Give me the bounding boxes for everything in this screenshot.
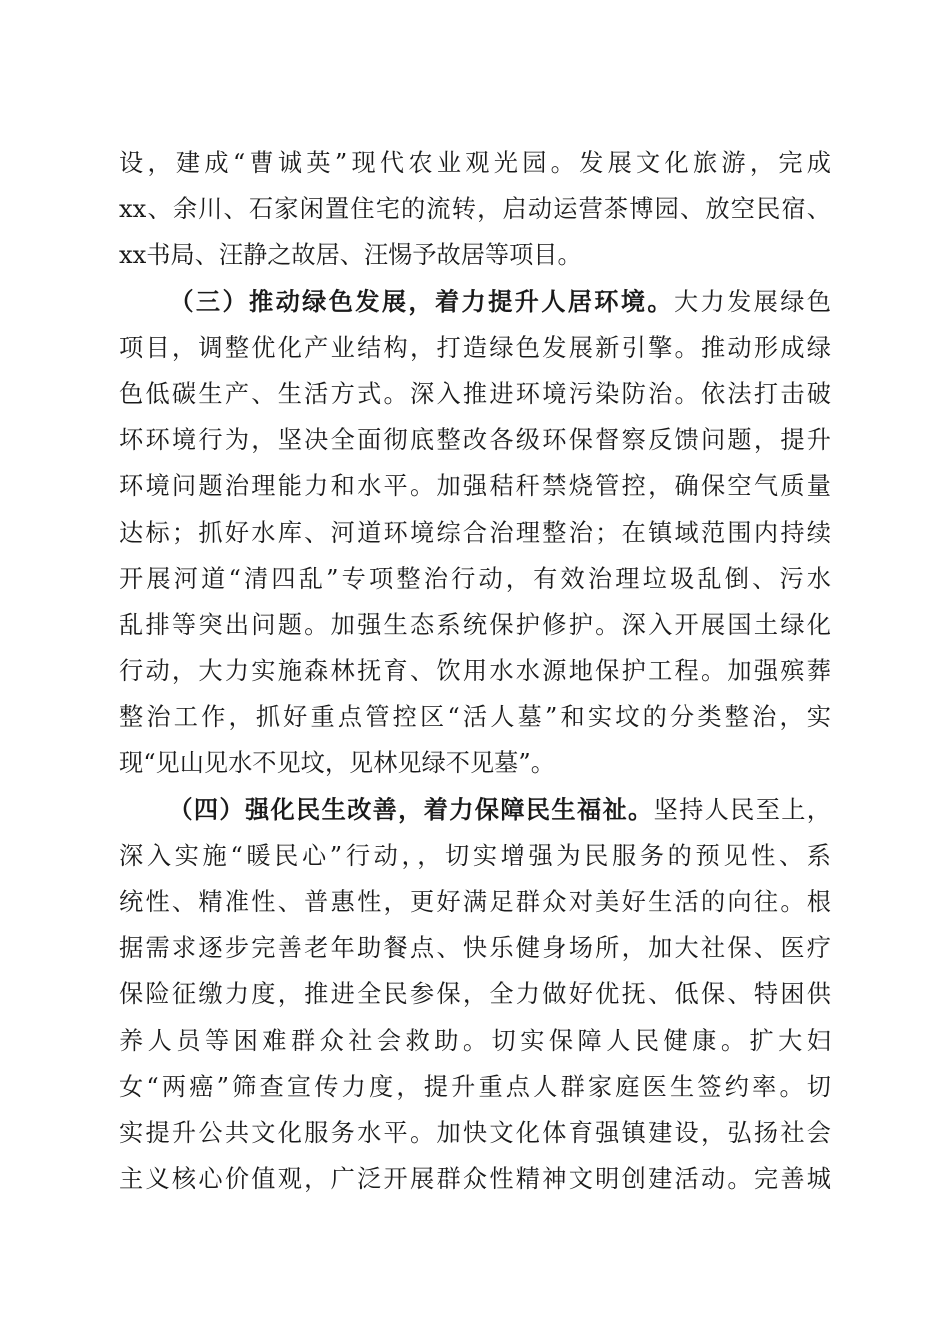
section4-heading: （四）强化民生改善，着力保障民生福祉。 bbox=[167, 794, 654, 824]
section3-line-10: 现“见山见水不见坟，见林见绿不见墓”。 bbox=[119, 749, 555, 778]
section3-line-8: 行动，大力实施森林抚育、饮用水水源地保护工程。加强殡葬 bbox=[119, 657, 831, 686]
document-body bbox=[119, 140, 831, 1202]
section3-line-7: 乱排等突出问题。加强生态系统保护修护。深入开展国土绿化 bbox=[119, 610, 831, 639]
intro-line-2: xx、余川、石家闲置住宅的流转，启动运营茶博园、放空民宿、 bbox=[119, 195, 831, 224]
section4-line-5: 养人员等困难群众社会救助。切实保障人民健康。扩大妇 bbox=[119, 1026, 831, 1055]
section3-line-2: 色低碳生产、生活方式。深入推进环境污染防治。依法打击破 bbox=[119, 379, 831, 408]
section3-first-line bbox=[119, 279, 831, 325]
section4-line-2: 统性、精准性、普惠性，更好满足群众对美好生活的向往。根 bbox=[119, 888, 831, 916]
intro-line-3: xx书局、汪静之故居、汪惕予故居等项目。 bbox=[119, 241, 582, 270]
section3-first-line-rest: 大力发展绿色 bbox=[674, 287, 831, 316]
section4-first-line-rest: 坚持人民至上， bbox=[653, 795, 831, 824]
section3-line-5: 达标；抓好水库、河道环境综合治理整治；在镇域范围内持续 bbox=[119, 518, 831, 547]
section3-line-9: 整治工作，抓好重点管控区“活人墓”和实坟的分类整治，实 bbox=[119, 703, 831, 732]
section4-line-3: 据需求逐步完善老年助餐点、快乐健身场所，加大社保、医疗 bbox=[119, 934, 831, 963]
intro-line-1: 设，建成“曹诚英”现代农业观光园。发展文化旅游，完成 bbox=[119, 149, 831, 177]
section3-line-4: 环境问题治理能力和水平。加强秸秆禁烧管控，确保空气质量 bbox=[119, 472, 831, 501]
section3-line-3: 坏环境行为，坚决全面彻底整改各级环保督察反馈问题，提升 bbox=[119, 426, 831, 455]
section3-line-1: 项目，调整优化产业结构，打造绿色发展新引擎。推动形成绿 bbox=[119, 333, 831, 362]
section4-line-6: 女“两癌”筛查宣传力度，提升重点人群家庭医生签约率。切 bbox=[119, 1072, 831, 1101]
section3-line-6: 开展河道“清四乱”专项整治行动，有效治理垃圾乱倒、污水 bbox=[119, 564, 831, 593]
section3-heading: （三）推动绿色发展，着力提升人居环境。 bbox=[167, 286, 674, 316]
section4-first-line bbox=[119, 787, 831, 833]
section4-line-4: 保险征缴力度，推进全民参保，全力做好优抚、低保、特困供 bbox=[119, 980, 831, 1009]
section4-line-1: 深入实施“暖民心”行动，，切实增强为民服务的预见性、系 bbox=[119, 841, 831, 870]
section4-line-7: 实提升公共文化服务水平。加快文化体育强镇建设，弘扬社会 bbox=[119, 1118, 831, 1147]
section4-line-8: 主义核心价值观，广泛开展群众性精神文明创建活动。完善城 bbox=[119, 1165, 831, 1194]
